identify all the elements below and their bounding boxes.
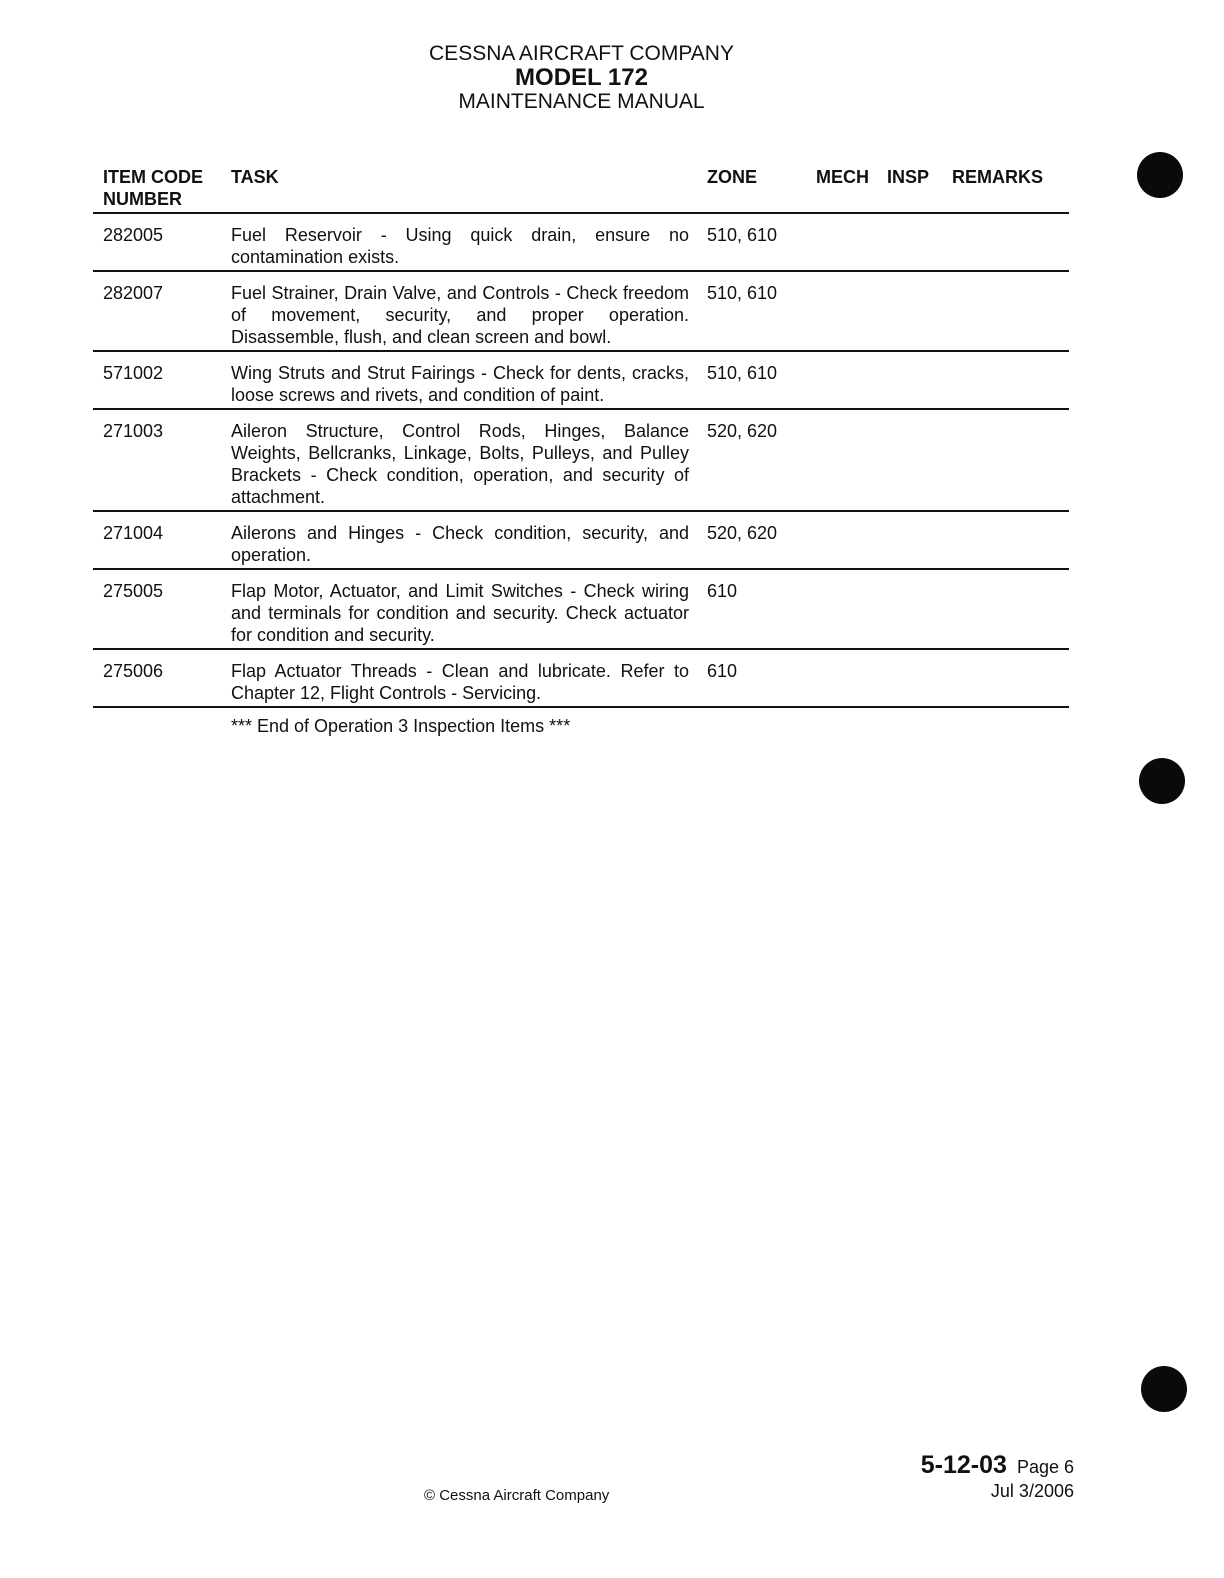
item-code: 275006 [103, 661, 164, 681]
table-row [93, 272, 1069, 352]
item-code: 282005 [103, 225, 164, 245]
zone-value: 520, 620 [707, 421, 778, 441]
zone-value: 510, 610 [707, 225, 778, 245]
task-description: Wing Struts and Strut Fairings - Check for dents, cracks, loose screws and rivets, and condition of paint. [231, 363, 689, 405]
binder-hole-middle [1139, 758, 1185, 804]
task-description: Flap Actuator Threads - Clean and lubricate. Refer to Chapter 12, Flight Controls - Servicing. [231, 661, 689, 703]
column-header-task: TASK [231, 167, 279, 187]
column-header-insp: INSP [887, 167, 930, 187]
binder-hole-bottom [1141, 1366, 1187, 1412]
table-row [93, 352, 1069, 410]
item-code: 275005 [103, 581, 164, 601]
binder-hole-top [1137, 152, 1183, 198]
item-code: 571002 [103, 363, 164, 383]
task-description: Fuel Strainer, Drain Valve, and Controls - Check freedom of movement, security, and proper operation. Disassemble, flush, and clean screen and bowl. [231, 283, 689, 347]
table-row [93, 512, 1069, 570]
table-row [93, 650, 1069, 708]
table-row [93, 410, 1069, 512]
task-description: Flap Motor, Actuator, and Limit Switches - Check wiring and terminals for condition and security. Check actuator for condition and security. [231, 581, 689, 645]
zone-value: 520, 620 [707, 523, 778, 543]
task-description: Fuel Reservoir - Using quick drain, ensure no contamination exists. [231, 225, 689, 267]
zone-value: 510, 610 [707, 363, 778, 383]
item-code: 282007 [103, 283, 164, 303]
document-header [0, 42, 1163, 113]
table-row [93, 214, 1069, 272]
model-title: MODEL 172 [515, 64, 648, 91]
column-header-remarks: REMARKS [952, 167, 1044, 187]
page-number: Page 6 [1016, 1457, 1074, 1477]
chapter-code: 5-12-03 [920, 1451, 1007, 1479]
column-header-item-code: ITEM CODE NUMBER [103, 167, 204, 209]
table-header-row [93, 164, 1069, 214]
column-header-zone: ZONE [707, 167, 758, 187]
item-code: 271004 [103, 523, 164, 543]
task-description: Aileron Structure, Control Rods, Hinges, Balance Weights, Bellcranks, Linkage, Bolts, Pulleys, and Pulley Brackets - Check condition, operation, and security of attachment. [231, 421, 689, 507]
page-identifier [920, 1451, 1074, 1502]
manual-title: MAINTENANCE MANUAL [458, 90, 705, 113]
item-code: 271003 [103, 421, 164, 441]
column-header-mech: MECH [816, 167, 869, 187]
table-row [93, 570, 1069, 650]
task-description: Ailerons and Hinges - Check condition, security, and operation. [231, 523, 689, 565]
company-name: CESSNA AIRCRAFT COMPANY [429, 42, 734, 65]
zone-value: 510, 610 [707, 283, 778, 303]
revision-date: Jul 3/2006 [990, 1481, 1074, 1501]
end-of-section-note: *** End of Operation 3 Inspection Items *** [231, 716, 571, 736]
zone-value: 610 [707, 661, 738, 681]
copyright-notice: © Cessna Aircraft Company [424, 1487, 610, 1504]
zone-value: 610 [707, 581, 738, 601]
inspection-table [93, 164, 1069, 737]
